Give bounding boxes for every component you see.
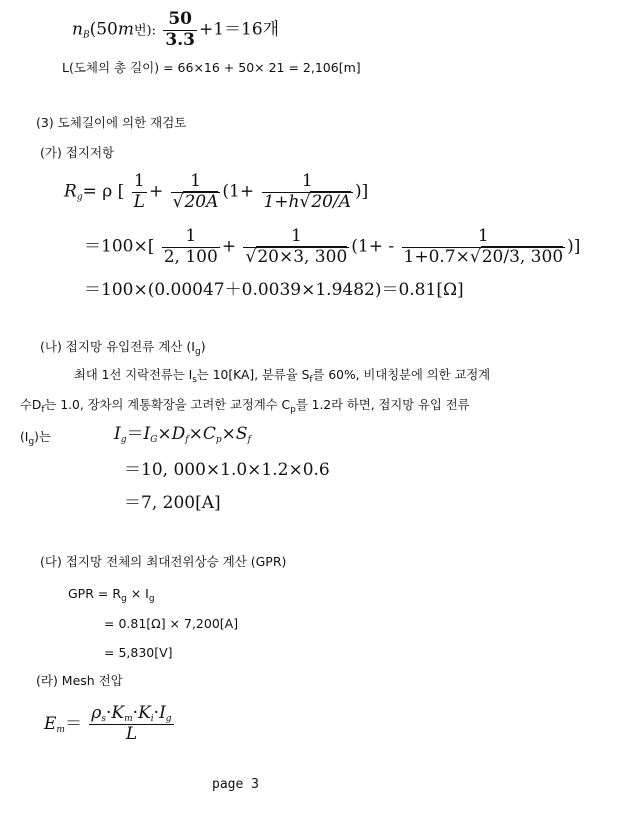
nb-sub: B bbox=[82, 30, 90, 41]
ig-equation-2: ＝10, 000×1.0×1.2×0.6 bbox=[124, 460, 330, 480]
nb-symbol: n bbox=[72, 19, 83, 40]
gpr-line-1: GPR = $R_g \times I_g$ bbox=[68, 586, 155, 604]
nb-unit: 번): bbox=[133, 23, 156, 39]
rg-symbol: R bbox=[64, 181, 77, 202]
nb-equation bbox=[72, 10, 279, 50]
gpr-line-2: = 0.81[Ω] × 7,200[A] bbox=[104, 616, 239, 631]
rg-equation-1: $R_g= \rho$ [ $\frac{1}{L}$ + $\frac{1}{√20A}$ (1+ $\frac{1}{1+h√20/A}$ )] bbox=[64, 171, 369, 212]
nb-m: m bbox=[117, 19, 134, 40]
em-equation: $E_m=$ $\frac{\rho_s\cdot K_m\cdot K_i\cdot I_g}{L}$ bbox=[44, 703, 172, 745]
paragraph-line-1: 최대 1선 지락전류는 $I_s$는 10[KA], 분류율 $S_f$를 60%, 비대칭분에 의한 교정계 bbox=[74, 368, 491, 385]
nb-paren: (50 bbox=[89, 19, 118, 40]
section-na-title: (나) 접지망 유입전류 계산 $(I_g)$ bbox=[40, 339, 206, 357]
length-line: L(도체의 총 길이) = 66×16 + 50× 21 = 2,106[m] bbox=[62, 60, 361, 75]
rg2-frac-3: $\frac{1}{1+0.7\times√20/3, 300}$ bbox=[403, 226, 564, 267]
em-fraction: $\frac{\rho_s\cdot K_m\cdot K_i\cdot I_g}{L}$ bbox=[91, 703, 172, 745]
section-da-title: (다) 접지망 전체의 최대전위상승 계산 (GPR) bbox=[40, 554, 287, 569]
rg-frac-3: $\frac{1}{1+h√20/A}$ bbox=[263, 171, 351, 212]
paragraph-line-3: $(I_g)$는 bbox=[20, 430, 51, 447]
nb-rest: +1＝16개 bbox=[198, 19, 280, 40]
rg-equation-2: ＝100×[ $\frac{1}{2, 100}$ + $\frac{1}{√20\times 3, 300}$ (1+ - $\frac{1}{1+0.7\times√20/3, 300}$ )] bbox=[84, 226, 581, 267]
rg-eq-rho: = ρ [ bbox=[82, 181, 125, 202]
section-ga-title: (가) 접지저항 bbox=[40, 145, 115, 160]
gpr-line-3: = 5,830[V] bbox=[104, 645, 173, 660]
section-ra-title: (라) Mesh 전압 bbox=[36, 673, 123, 688]
rg2-frac-1: $\frac{1}{2, 100}$ bbox=[163, 226, 218, 267]
rg2-frac-2: $\frac{1}{√20\times 3, 300}$ bbox=[245, 226, 348, 267]
page-footer: page 3 bbox=[212, 777, 259, 792]
ig-equation-3: ＝7, 200[A] bbox=[124, 493, 221, 513]
section-3-title: (3) 도체길이에 의한 재검토 bbox=[36, 115, 187, 130]
nb-fraction: $\frac{50}{3.3}$ bbox=[165, 9, 195, 50]
rg-equation-3: ＝100×(0.00047＋0.0039×1.9482)＝0.81[Ω] bbox=[84, 280, 464, 300]
rg-frac-1: $\frac{1}{L}$ bbox=[133, 171, 145, 212]
paragraph-line-2: 수$D_f$는 1.0, 장차의 계통확장을 고려한 교정계수 $C_p$를 1.2라 하면, 접지망 유입 전류 bbox=[20, 398, 470, 415]
rg-frac-2: $\frac{1}{√20A}$ bbox=[172, 171, 219, 212]
ig-equation-1: $I_g=I_G\times D_f\times C_p\times S_f$ bbox=[114, 424, 251, 445]
